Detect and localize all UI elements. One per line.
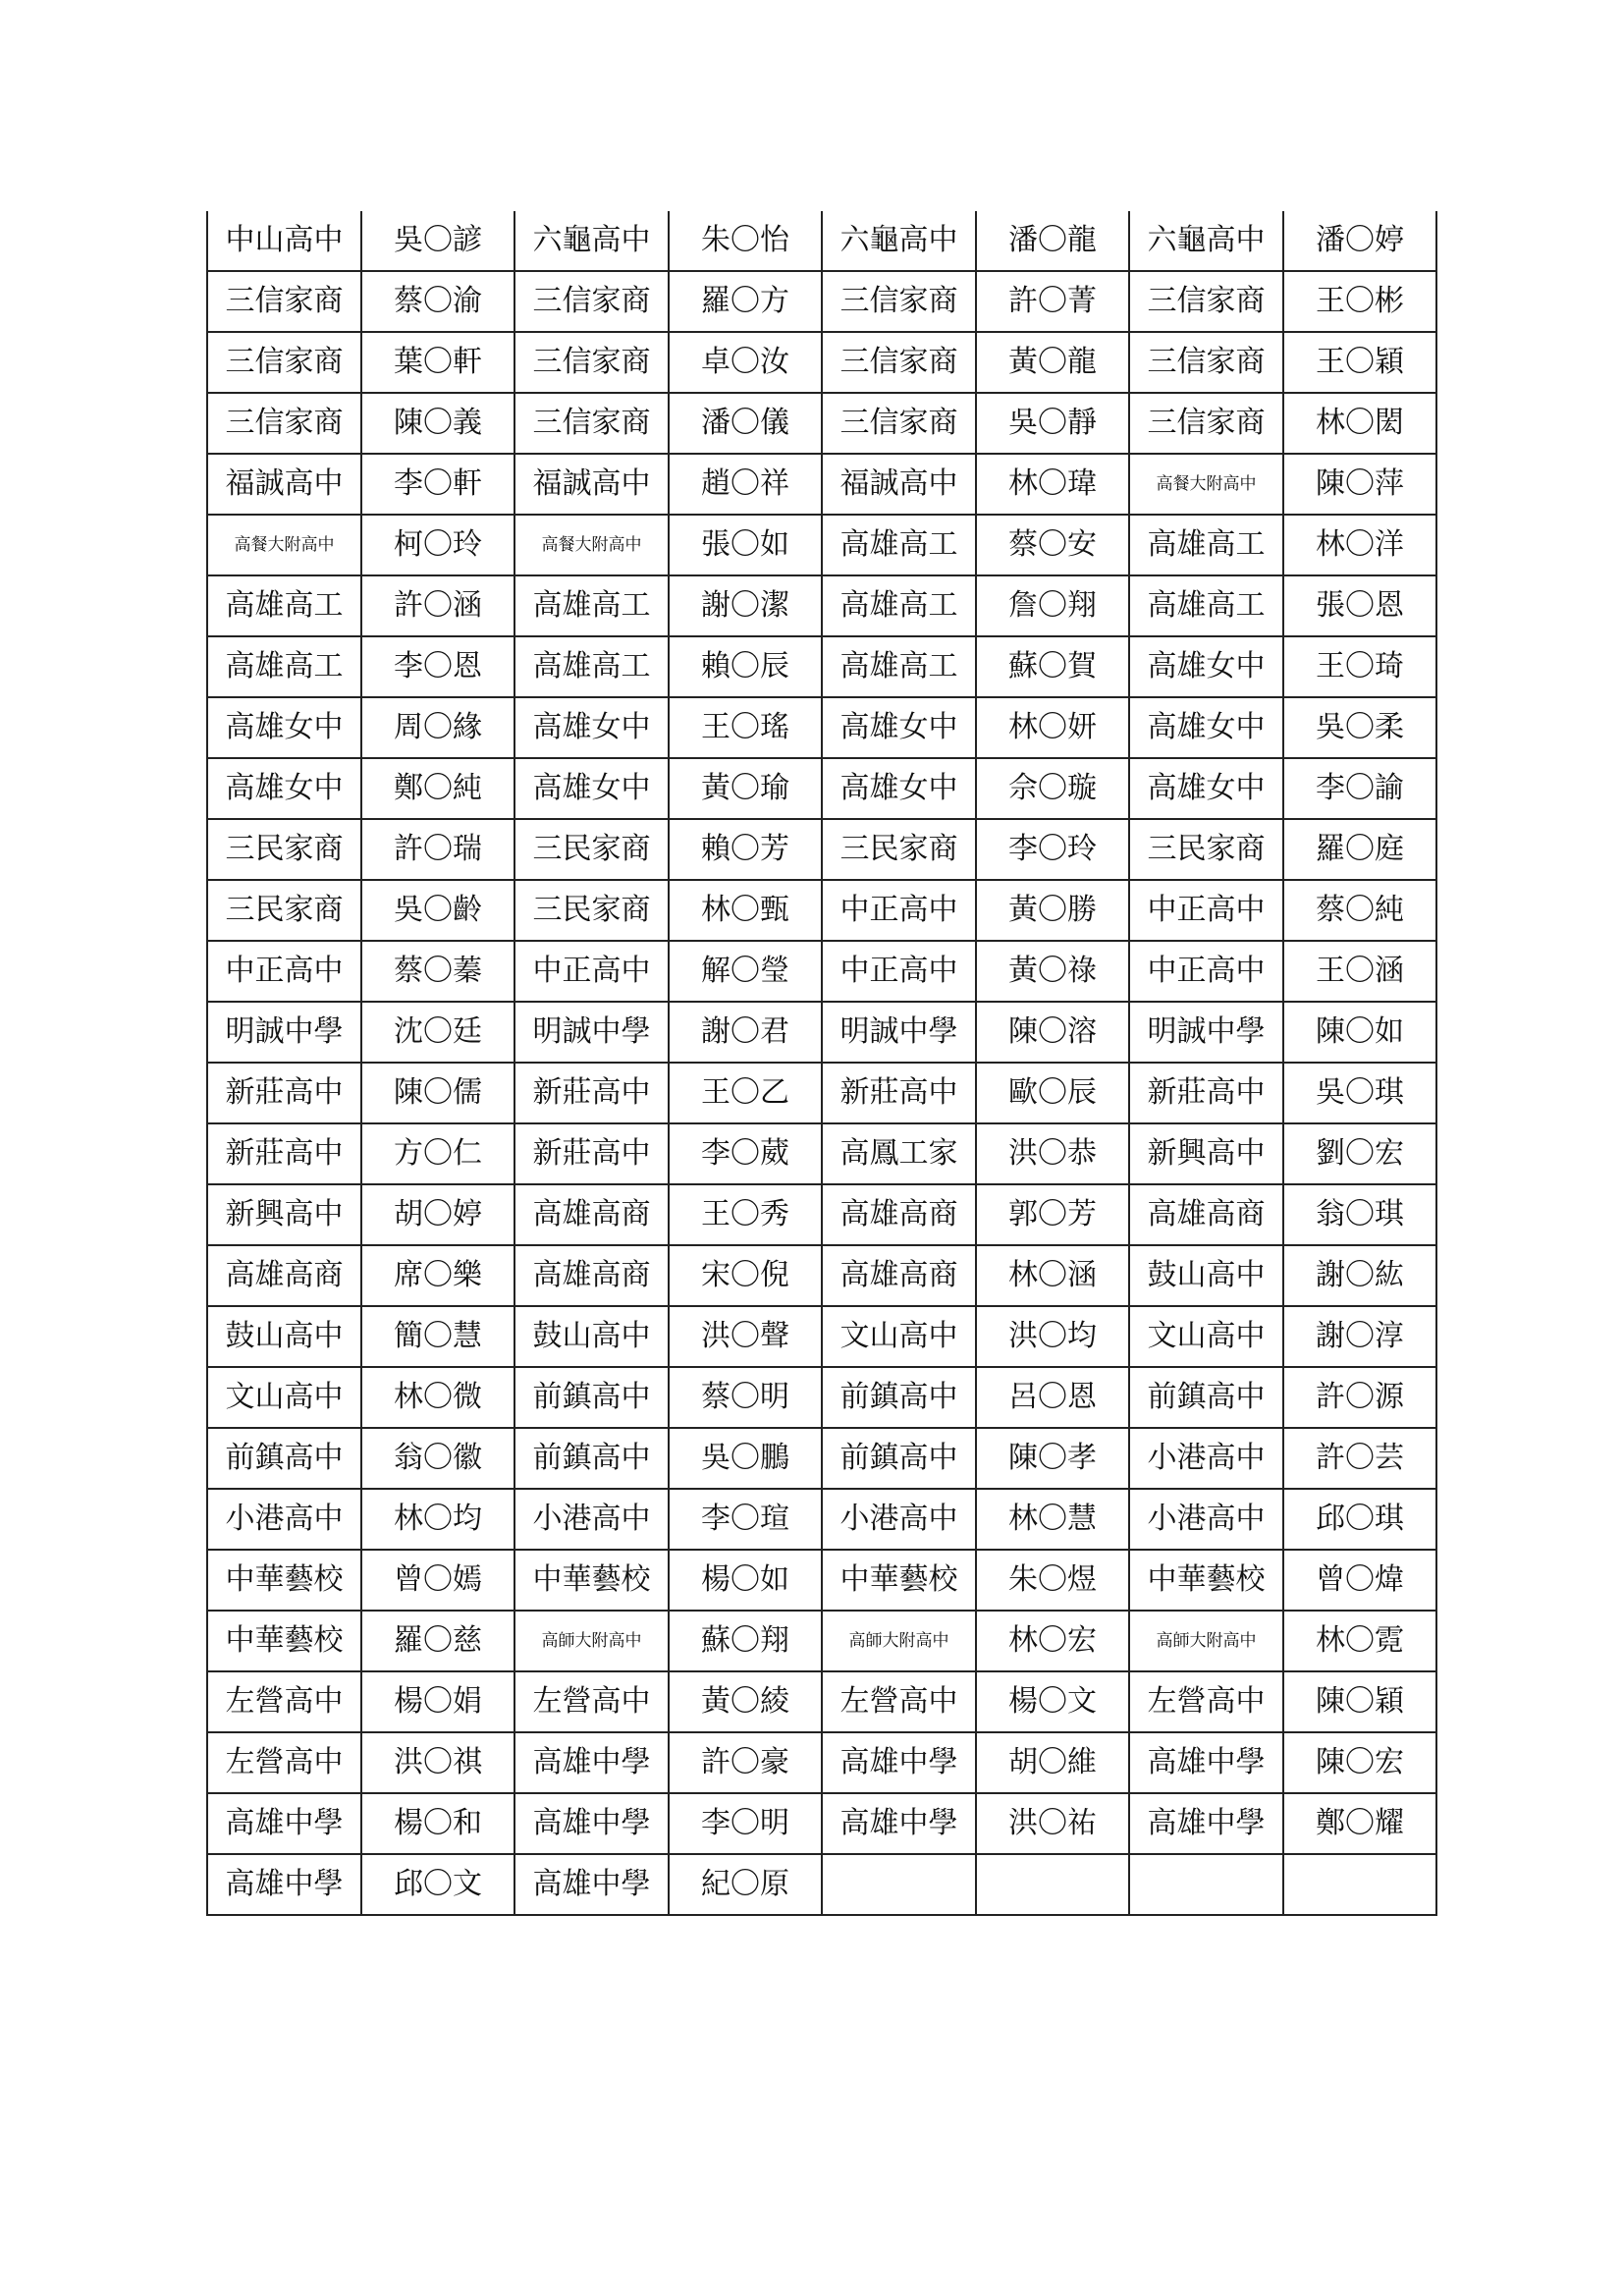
school-cell: 高雄中學 (207, 1793, 361, 1854)
school-cell: 前鎮高中 (514, 1428, 669, 1489)
table-row (207, 819, 1436, 880)
student-name-cell: 洪〇祺 (361, 1732, 514, 1793)
school-cell: 高雄女中 (822, 758, 976, 819)
school-cell: 高雄高工 (207, 636, 361, 697)
school-cell: 明誠中學 (1129, 1002, 1283, 1063)
student-name-cell: 黃〇綾 (669, 1671, 822, 1732)
student-name-cell: 林〇甄 (669, 880, 822, 941)
student-name-cell: 賴〇芳 (669, 819, 822, 880)
student-name-cell: 沈〇廷 (361, 1002, 514, 1063)
student-name-cell: 李〇恩 (361, 636, 514, 697)
table-row (207, 271, 1436, 332)
student-name-cell: 翁〇徽 (361, 1428, 514, 1489)
student-name-cell: 林〇慧 (976, 1489, 1129, 1550)
student-name-cell: 周〇緣 (361, 697, 514, 758)
school-cell: 中山高中 (207, 211, 361, 271)
school-cell: 新莊高中 (514, 1123, 669, 1184)
student-name-cell: 洪〇恭 (976, 1123, 1129, 1184)
student-name-cell: 席〇樂 (361, 1245, 514, 1306)
student-name-cell: 陳〇孝 (976, 1428, 1129, 1489)
school-cell: 高雄女中 (1129, 758, 1283, 819)
table-row (207, 393, 1436, 454)
school-cell: 鼓山高中 (514, 1306, 669, 1367)
school-cell: 中正高中 (822, 941, 976, 1002)
school-cell: 中華藝校 (207, 1550, 361, 1611)
student-name-cell: 葉〇軒 (361, 332, 514, 393)
table-row (207, 1184, 1436, 1245)
student-name-cell: 林〇霓 (1283, 1611, 1436, 1671)
student-name-cell: 王〇涵 (1283, 941, 1436, 1002)
student-name-cell: 紀〇原 (669, 1854, 822, 1915)
school-cell: 高雄中學 (1129, 1793, 1283, 1854)
school-cell: 高雄高商 (514, 1184, 669, 1245)
student-name-cell: 楊〇娟 (361, 1671, 514, 1732)
school-cell: 三信家商 (1129, 271, 1283, 332)
table-row (207, 1611, 1436, 1671)
school-cell: 新莊高中 (207, 1063, 361, 1123)
student-name-cell: 謝〇紘 (1283, 1245, 1436, 1306)
school-cell: 福誠高中 (514, 454, 669, 515)
student-name-cell: 林〇洋 (1283, 515, 1436, 575)
school-cell: 左營高中 (207, 1671, 361, 1732)
student-name-cell: 詹〇翔 (976, 575, 1129, 636)
student-name-cell: 宋〇倪 (669, 1245, 822, 1306)
student-name-cell: 洪〇聲 (669, 1306, 822, 1367)
school-cell: 三信家商 (514, 393, 669, 454)
school-cell: 高雄中學 (1129, 1732, 1283, 1793)
student-name-cell: 李〇諭 (1283, 758, 1436, 819)
school-cell: 高雄高商 (822, 1184, 976, 1245)
student-name-cell: 王〇乙 (669, 1063, 822, 1123)
table-row (207, 454, 1436, 515)
school-cell: 三信家商 (1129, 332, 1283, 393)
student-name-cell: 許〇芸 (1283, 1428, 1436, 1489)
student-name-cell: 謝〇潔 (669, 575, 822, 636)
school-cell: 福誠高中 (207, 454, 361, 515)
student-name-cell: 劉〇宏 (1283, 1123, 1436, 1184)
student-name-cell: 許〇菁 (976, 271, 1129, 332)
school-cell: 高雄女中 (1129, 636, 1283, 697)
roster-body (207, 211, 1436, 1915)
student-name-cell: 賴〇辰 (669, 636, 822, 697)
school-cell: 三民家商 (207, 819, 361, 880)
student-name-cell: 王〇琦 (1283, 636, 1436, 697)
table-row (207, 1793, 1436, 1854)
school-cell: 左營高中 (514, 1671, 669, 1732)
student-name-cell: 楊〇文 (976, 1671, 1129, 1732)
school-cell: 新莊高中 (514, 1063, 669, 1123)
student-name-cell: 邱〇琪 (1283, 1489, 1436, 1550)
school-cell: 高師大附高中 (1129, 1611, 1283, 1671)
student-name-cell: 林〇妍 (976, 697, 1129, 758)
student-name-cell: 王〇瑤 (669, 697, 822, 758)
student-name-cell: 蔡〇安 (976, 515, 1129, 575)
school-cell: 中華藝校 (514, 1550, 669, 1611)
school-cell: 高雄高工 (514, 575, 669, 636)
student-name-cell: 羅〇慈 (361, 1611, 514, 1671)
table-row (207, 636, 1436, 697)
school-cell: 高雄女中 (514, 758, 669, 819)
school-cell: 三信家商 (822, 332, 976, 393)
school-cell: 小港高中 (514, 1489, 669, 1550)
student-name-cell: 蔡〇渝 (361, 271, 514, 332)
school-cell: 左營高中 (1129, 1671, 1283, 1732)
student-name-cell: 李〇葳 (669, 1123, 822, 1184)
school-cell: 鼓山高中 (1129, 1245, 1283, 1306)
school-cell: 前鎮高中 (822, 1428, 976, 1489)
student-name-cell (1283, 1854, 1436, 1915)
school-cell: 鼓山高中 (207, 1306, 361, 1367)
table-row (207, 1550, 1436, 1611)
student-name-cell: 黃〇祿 (976, 941, 1129, 1002)
student-name-cell: 林〇涵 (976, 1245, 1129, 1306)
school-cell: 小港高中 (1129, 1428, 1283, 1489)
student-name-cell: 林〇閎 (1283, 393, 1436, 454)
student-name-cell: 陳〇儒 (361, 1063, 514, 1123)
school-cell: 高雄高工 (514, 636, 669, 697)
student-name-cell: 潘〇婷 (1283, 211, 1436, 271)
school-cell: 前鎮高中 (514, 1367, 669, 1428)
student-name-cell: 潘〇儀 (669, 393, 822, 454)
student-name-cell: 佘〇璇 (976, 758, 1129, 819)
student-name-cell: 陳〇如 (1283, 1002, 1436, 1063)
school-cell (1129, 1854, 1283, 1915)
student-name-cell: 蔡〇明 (669, 1367, 822, 1428)
table-row (207, 1123, 1436, 1184)
table-row (207, 880, 1436, 941)
school-cell: 前鎮高中 (822, 1367, 976, 1428)
student-name-cell: 吳〇琪 (1283, 1063, 1436, 1123)
table-row (207, 1367, 1436, 1428)
school-cell: 高雄高商 (1129, 1184, 1283, 1245)
student-name-cell: 李〇軒 (361, 454, 514, 515)
school-cell: 文山高中 (1129, 1306, 1283, 1367)
school-cell: 中正高中 (1129, 941, 1283, 1002)
student-name-cell: 羅〇庭 (1283, 819, 1436, 880)
school-cell: 中正高中 (514, 941, 669, 1002)
student-name-cell: 方〇仁 (361, 1123, 514, 1184)
school-cell: 高雄高商 (207, 1245, 361, 1306)
school-cell: 新莊高中 (822, 1063, 976, 1123)
school-cell: 高雄高商 (822, 1245, 976, 1306)
school-cell: 三信家商 (514, 332, 669, 393)
table-row (207, 1671, 1436, 1732)
school-cell: 小港高中 (822, 1489, 976, 1550)
school-cell: 三信家商 (207, 332, 361, 393)
school-cell: 三民家商 (514, 819, 669, 880)
school-cell: 高雄高工 (822, 515, 976, 575)
school-cell: 左營高中 (207, 1732, 361, 1793)
student-name-cell: 蘇〇賀 (976, 636, 1129, 697)
table-row (207, 1306, 1436, 1367)
student-name-cell: 朱〇煜 (976, 1550, 1129, 1611)
student-name-cell: 翁〇琪 (1283, 1184, 1436, 1245)
student-name-cell: 曾〇煒 (1283, 1550, 1436, 1611)
student-name-cell: 張〇如 (669, 515, 822, 575)
student-name-cell: 胡〇維 (976, 1732, 1129, 1793)
student-name-cell: 吳〇諺 (361, 211, 514, 271)
student-name-cell: 林〇微 (361, 1367, 514, 1428)
table-row (207, 211, 1436, 271)
student-name-cell: 謝〇君 (669, 1002, 822, 1063)
roster-table (206, 211, 1437, 1916)
school-cell: 高雄中學 (514, 1854, 669, 1915)
school-cell: 三信家商 (207, 393, 361, 454)
school-cell: 中正高中 (1129, 880, 1283, 941)
student-name-cell: 蘇〇翔 (669, 1611, 822, 1671)
student-name-cell: 陳〇穎 (1283, 1671, 1436, 1732)
student-name-cell: 王〇穎 (1283, 332, 1436, 393)
school-cell: 明誠中學 (514, 1002, 669, 1063)
student-name-cell: 蔡〇蓁 (361, 941, 514, 1002)
school-cell: 前鎮高中 (1129, 1367, 1283, 1428)
school-cell: 三信家商 (1129, 393, 1283, 454)
student-name-cell: 李〇明 (669, 1793, 822, 1854)
school-cell: 高師大附高中 (822, 1611, 976, 1671)
school-cell: 左營高中 (822, 1671, 976, 1732)
student-name-cell: 解〇瑩 (669, 941, 822, 1002)
table-row (207, 1245, 1436, 1306)
student-name-cell: 簡〇慧 (361, 1306, 514, 1367)
school-cell: 三民家商 (822, 819, 976, 880)
table-row (207, 697, 1436, 758)
school-cell: 高雄高工 (1129, 575, 1283, 636)
school-cell: 福誠高中 (822, 454, 976, 515)
school-cell: 明誠中學 (822, 1002, 976, 1063)
school-cell: 高雄高商 (514, 1245, 669, 1306)
school-cell: 新興高中 (1129, 1123, 1283, 1184)
school-cell: 高雄女中 (822, 697, 976, 758)
school-cell: 高餐大附高中 (1129, 454, 1283, 515)
student-name-cell: 鄭〇耀 (1283, 1793, 1436, 1854)
school-cell: 高雄高工 (822, 636, 976, 697)
school-cell: 高雄女中 (1129, 697, 1283, 758)
student-name-cell: 柯〇玲 (361, 515, 514, 575)
table-row (207, 575, 1436, 636)
school-cell: 高餐大附高中 (207, 515, 361, 575)
student-name-cell: 潘〇龍 (976, 211, 1129, 271)
table-row (207, 758, 1436, 819)
student-name-cell: 林〇宏 (976, 1611, 1129, 1671)
school-cell: 三民家商 (207, 880, 361, 941)
school-cell: 文山高中 (822, 1306, 976, 1367)
student-name-cell: 羅〇方 (669, 271, 822, 332)
student-name-cell: 陳〇萍 (1283, 454, 1436, 515)
school-cell: 中正高中 (207, 941, 361, 1002)
student-name-cell: 曾〇嫣 (361, 1550, 514, 1611)
school-cell: 新莊高中 (207, 1123, 361, 1184)
student-name-cell: 吳〇齡 (361, 880, 514, 941)
student-name-cell: 楊〇如 (669, 1550, 822, 1611)
student-name-cell: 李〇瑄 (669, 1489, 822, 1550)
school-cell: 高雄高工 (207, 575, 361, 636)
table-row (207, 1002, 1436, 1063)
student-name-cell: 李〇玲 (976, 819, 1129, 880)
student-name-cell: 許〇涵 (361, 575, 514, 636)
student-name-cell: 胡〇婷 (361, 1184, 514, 1245)
table-row (207, 1854, 1436, 1915)
school-cell: 高雄中學 (207, 1854, 361, 1915)
school-cell: 高師大附高中 (514, 1611, 669, 1671)
table-row (207, 1428, 1436, 1489)
student-name-cell: 陳〇溶 (976, 1002, 1129, 1063)
roster-sheet (206, 211, 1437, 1916)
school-cell: 高餐大附高中 (514, 515, 669, 575)
school-cell: 小港高中 (1129, 1489, 1283, 1550)
student-name-cell: 林〇瑋 (976, 454, 1129, 515)
school-cell: 高雄高工 (822, 575, 976, 636)
student-name-cell: 王〇秀 (669, 1184, 822, 1245)
student-name-cell: 吳〇柔 (1283, 697, 1436, 758)
table-row (207, 1063, 1436, 1123)
school-cell: 前鎮高中 (207, 1428, 361, 1489)
student-name-cell: 鄭〇純 (361, 758, 514, 819)
student-name-cell: 黃〇勝 (976, 880, 1129, 941)
student-name-cell (976, 1854, 1129, 1915)
school-cell: 六龜高中 (822, 211, 976, 271)
school-cell: 明誠中學 (207, 1002, 361, 1063)
school-cell: 高雄中學 (822, 1793, 976, 1854)
school-cell: 高雄女中 (514, 697, 669, 758)
school-cell: 六龜高中 (514, 211, 669, 271)
student-name-cell: 朱〇怡 (669, 211, 822, 271)
student-name-cell: 邱〇文 (361, 1854, 514, 1915)
student-name-cell: 呂〇恩 (976, 1367, 1129, 1428)
student-name-cell: 林〇均 (361, 1489, 514, 1550)
student-name-cell: 郭〇芳 (976, 1184, 1129, 1245)
school-cell: 小港高中 (207, 1489, 361, 1550)
student-name-cell: 謝〇淳 (1283, 1306, 1436, 1367)
student-name-cell: 陳〇義 (361, 393, 514, 454)
table-row (207, 1489, 1436, 1550)
student-name-cell: 吳〇靜 (976, 393, 1129, 454)
school-cell: 文山高中 (207, 1367, 361, 1428)
table-row (207, 941, 1436, 1002)
school-cell: 中華藝校 (207, 1611, 361, 1671)
student-name-cell: 洪〇祐 (976, 1793, 1129, 1854)
table-row (207, 515, 1436, 575)
student-name-cell: 許〇瑞 (361, 819, 514, 880)
student-name-cell: 洪〇均 (976, 1306, 1129, 1367)
school-cell: 高雄高工 (1129, 515, 1283, 575)
school-cell: 高雄女中 (207, 758, 361, 819)
school-cell: 中華藝校 (822, 1550, 976, 1611)
school-cell: 中正高中 (822, 880, 976, 941)
student-name-cell: 蔡〇純 (1283, 880, 1436, 941)
school-cell: 中華藝校 (1129, 1550, 1283, 1611)
student-name-cell: 許〇源 (1283, 1367, 1436, 1428)
school-cell: 高雄女中 (207, 697, 361, 758)
student-name-cell: 楊〇和 (361, 1793, 514, 1854)
school-cell: 高鳳工家 (822, 1123, 976, 1184)
student-name-cell: 張〇恩 (1283, 575, 1436, 636)
school-cell: 三信家商 (514, 271, 669, 332)
student-name-cell: 歐〇辰 (976, 1063, 1129, 1123)
student-name-cell: 趙〇祥 (669, 454, 822, 515)
school-cell: 新興高中 (207, 1184, 361, 1245)
student-name-cell: 吳〇鵬 (669, 1428, 822, 1489)
school-cell (822, 1854, 976, 1915)
student-name-cell: 黃〇瑜 (669, 758, 822, 819)
school-cell: 三民家商 (1129, 819, 1283, 880)
table-row (207, 1732, 1436, 1793)
school-cell: 高雄中學 (514, 1793, 669, 1854)
student-name-cell: 卓〇汝 (669, 332, 822, 393)
school-cell: 六龜高中 (1129, 211, 1283, 271)
school-cell: 三民家商 (514, 880, 669, 941)
school-cell: 高雄中學 (514, 1732, 669, 1793)
school-cell: 三信家商 (207, 271, 361, 332)
school-cell: 新莊高中 (1129, 1063, 1283, 1123)
student-name-cell: 許〇豪 (669, 1732, 822, 1793)
table-row (207, 332, 1436, 393)
student-name-cell: 陳〇宏 (1283, 1732, 1436, 1793)
school-cell: 三信家商 (822, 271, 976, 332)
student-name-cell: 王〇彬 (1283, 271, 1436, 332)
school-cell: 高雄中學 (822, 1732, 976, 1793)
student-name-cell: 黃〇龍 (976, 332, 1129, 393)
school-cell: 三信家商 (822, 393, 976, 454)
